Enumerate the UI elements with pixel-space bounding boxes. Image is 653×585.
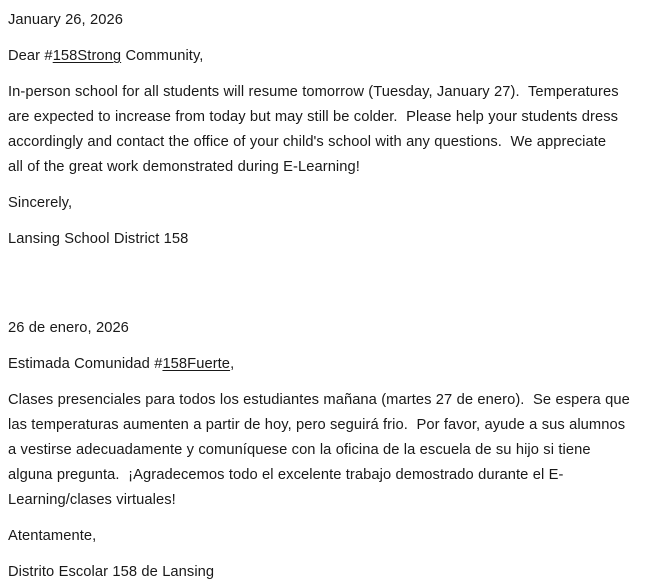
english-closing: Sincerely,: [8, 195, 73, 211]
spanish-salutation: [8, 352, 643, 377]
english-date: January 26, 2026: [8, 12, 123, 28]
english-salutation-suffix: Community,: [121, 48, 204, 64]
english-salutation: [8, 44, 643, 69]
english-body-paragraph: In-person school for all students will resume tomorrow (Tuesday, January 27). Temperatures are expected to increase from today but may still be colder. Please help your students dress accordingly and contact the office of your child's school with any questions. We appreciate all of the great work demonstrated during E-Learning!: [8, 84, 623, 175]
spanish-salutation-suffix: ,: [230, 356, 235, 372]
spanish-body-paragraph: Clases presenciales para todos los estudiantes mañana (martes 27 de enero). Se espera que las temperaturas aumenten a partir de hoy, pero seguirá frio. Por favor, ayude a sus alumnos a vestirse adecuadamente y comuníquese con la oficina de la escuela de su hijo si tiene alguna pregunta. ¡Agradecemos todo el excelente trabajo demostrado durante el E-Learning/clases virtuales!: [8, 392, 635, 508]
english-letter-section: [8, 8, 643, 252]
language-section-divider: [8, 252, 643, 316]
spanish-salutation-prefix: Estimada Comunidad #: [8, 356, 163, 372]
spanish-date: 26 de enero, 2026: [8, 320, 129, 336]
spanish-closing: Atentamente,: [8, 528, 97, 544]
english-salutation-prefix: Dear #: [8, 48, 53, 64]
spanish-letter-section: [8, 316, 643, 585]
spanish-signature: Distrito Escolar 158 de Lansing: [8, 564, 215, 580]
english-hashtag-link[interactable]: 158Strong: [52, 48, 122, 64]
english-signature: Lansing School District 158: [8, 231, 189, 247]
spanish-hashtag-link[interactable]: 158Fuerte: [162, 356, 231, 372]
